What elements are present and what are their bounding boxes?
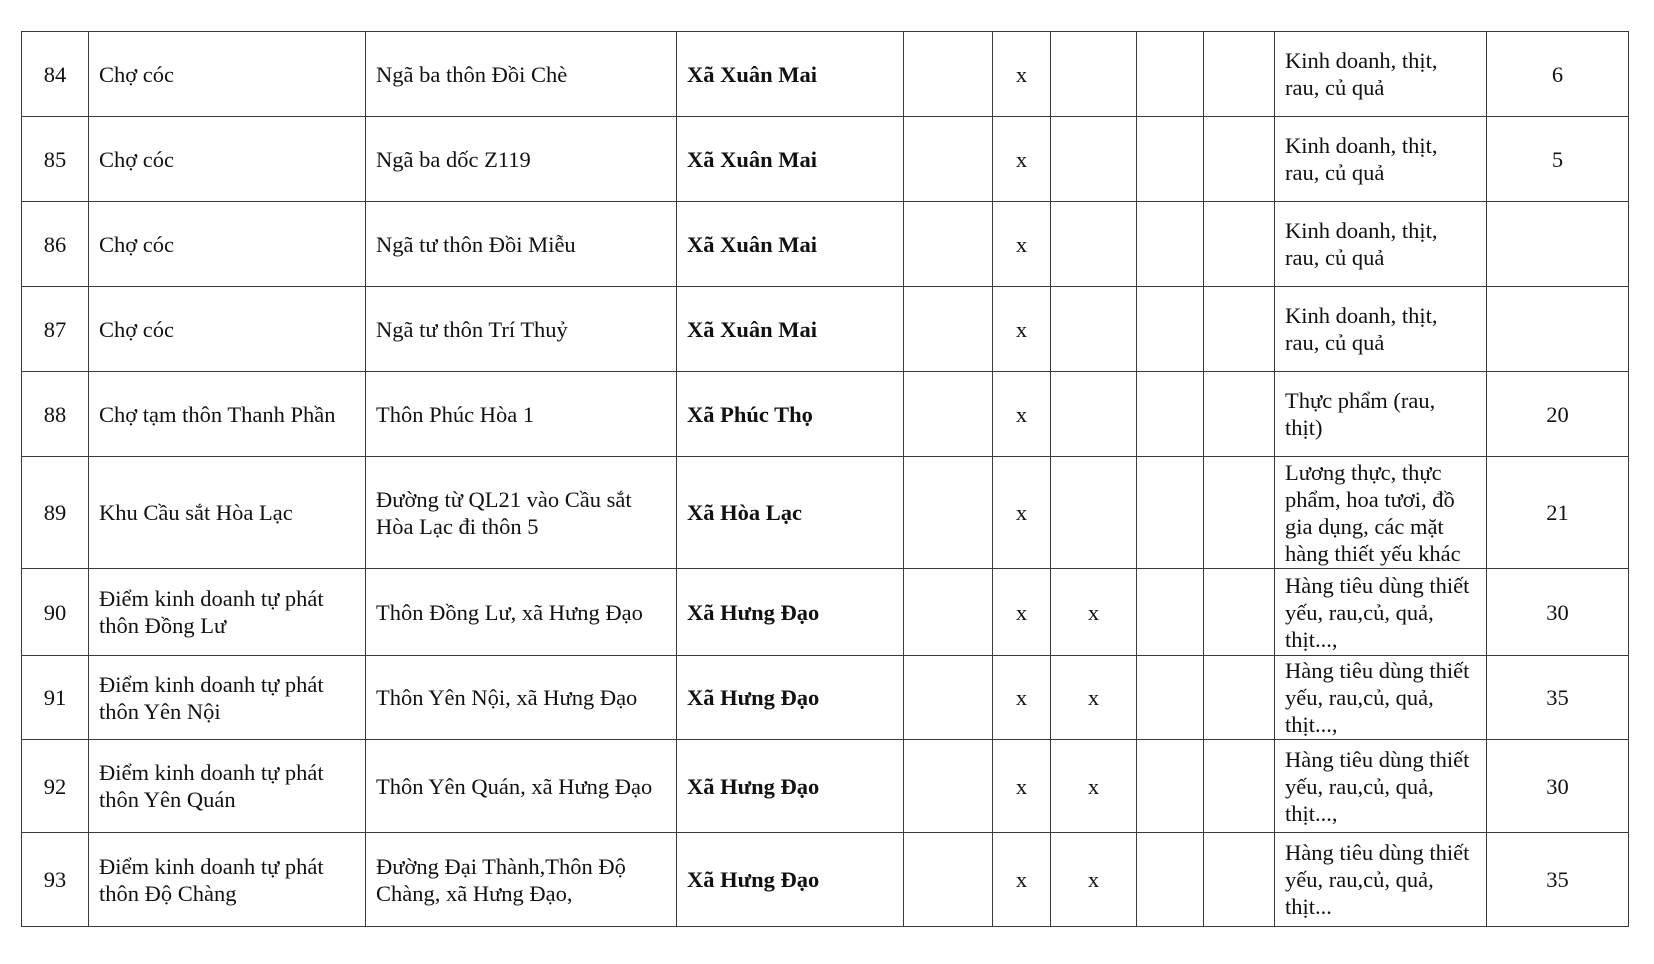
vendor-count [1487,202,1629,287]
mark-col-9 [1204,656,1275,740]
mark-col-7 [1051,32,1137,117]
row-number: 84 [22,32,89,117]
mark-col-9 [1204,32,1275,117]
mark-col-8 [1137,833,1204,927]
goods-description: Hàng tiêu dùng thiết yếu, rau,củ, quả, thịt..., [1275,569,1487,656]
goods-description: Hàng tiêu dùng thiết yếu, rau,củ, quả, thịt... [1275,833,1487,927]
table-row [22,202,1629,287]
mark-col-7: x [1051,833,1137,927]
mark-col-8 [1137,117,1204,202]
vendor-count: 35 [1487,833,1629,927]
commune: Xã Xuân Mai [677,32,904,117]
market-name: Điểm kinh doanh tự phát thôn Độ Chàng [89,833,366,927]
goods-description: Kinh doanh, thịt, rau, củ quả [1275,287,1487,372]
market-name: Chợ cóc [89,287,366,372]
mark-col-7 [1051,457,1137,569]
row-number: 92 [22,740,89,833]
table-row [22,569,1629,656]
mark-col-6: x [993,656,1051,740]
vendor-count: 20 [1487,372,1629,457]
mark-col-6: x [993,833,1051,927]
table-row [22,833,1629,927]
market-name: Chợ cóc [89,117,366,202]
mark-col-9 [1204,202,1275,287]
mark-col-8 [1137,287,1204,372]
mark-col-8 [1137,569,1204,656]
vendor-count: 21 [1487,457,1629,569]
row-number: 93 [22,833,89,927]
commune: Xã Xuân Mai [677,202,904,287]
row-number: 86 [22,202,89,287]
mark-col-8 [1137,740,1204,833]
market-address: Đường Đại Thành,Thôn Độ Chàng, xã Hưng Đạo, [366,833,677,927]
market-address: Thôn Phúc Hòa 1 [366,372,677,457]
goods-description: Hàng tiêu dùng thiết yếu, rau,củ, quả, thịt..., [1275,740,1487,833]
mark-col-5 [904,202,993,287]
market-address: Đường từ QL21 vào Cầu sắt Hòa Lạc đi thôn 5 [366,457,677,569]
table-row [22,740,1629,833]
row-number: 88 [22,372,89,457]
mark-col-6: x [993,740,1051,833]
market-address: Ngã ba dốc Z119 [366,117,677,202]
mark-col-7 [1051,372,1137,457]
market-table [21,31,1629,927]
commune: Xã Hưng Đạo [677,656,904,740]
commune: Xã Xuân Mai [677,287,904,372]
table-row [22,656,1629,740]
mark-col-5 [904,833,993,927]
mark-col-6: x [993,117,1051,202]
table-row [22,287,1629,372]
table-row [22,32,1629,117]
mark-col-6: x [993,32,1051,117]
goods-description: Lương thực, thực phẩm, hoa tươi, đồ gia dụng, các mặt hàng thiết yếu khác [1275,457,1487,569]
market-name: Chợ cóc [89,202,366,287]
mark-col-9 [1204,372,1275,457]
mark-col-7: x [1051,740,1137,833]
mark-col-6: x [993,457,1051,569]
mark-col-5 [904,740,993,833]
market-address: Ngã tư thôn Trí Thuỷ [366,287,677,372]
mark-col-8 [1137,202,1204,287]
vendor-count: 5 [1487,117,1629,202]
commune: Xã Hưng Đạo [677,569,904,656]
vendor-count [1487,287,1629,372]
mark-col-9 [1204,740,1275,833]
row-number: 90 [22,569,89,656]
vendor-count: 35 [1487,656,1629,740]
mark-col-7: x [1051,569,1137,656]
mark-col-8 [1137,656,1204,740]
row-number: 85 [22,117,89,202]
market-address: Thôn Yên Nội, xã Hưng Đạo [366,656,677,740]
mark-col-7: x [1051,656,1137,740]
market-address: Thôn Đồng Lư, xã Hưng Đạo [366,569,677,656]
mark-col-5 [904,569,993,656]
mark-col-6: x [993,287,1051,372]
mark-col-9 [1204,287,1275,372]
commune: Xã Hưng Đạo [677,833,904,927]
mark-col-9 [1204,833,1275,927]
vendor-count: 30 [1487,569,1629,656]
mark-col-5 [904,457,993,569]
mark-col-5 [904,656,993,740]
table-row [22,457,1629,569]
market-address: Thôn Yên Quán, xã Hưng Đạo [366,740,677,833]
mark-col-6: x [993,372,1051,457]
commune: Xã Phúc Thọ [677,372,904,457]
mark-col-6: x [993,569,1051,656]
vendor-count: 30 [1487,740,1629,833]
market-address: Ngã ba thôn Đồi Chè [366,32,677,117]
row-number: 91 [22,656,89,740]
goods-description: Kinh doanh, thịt, rau, củ quả [1275,202,1487,287]
market-name: Chợ cóc [89,32,366,117]
market-name: Chợ tạm thôn Thanh Phần [89,372,366,457]
row-number: 87 [22,287,89,372]
goods-description: Kinh doanh, thịt, rau, củ quả [1275,32,1487,117]
mark-col-7 [1051,287,1137,372]
row-number: 89 [22,457,89,569]
commune: Xã Hòa Lạc [677,457,904,569]
mark-col-7 [1051,117,1137,202]
goods-description: Hàng tiêu dùng thiết yếu, rau,củ, quả, thịt..., [1275,656,1487,740]
mark-col-9 [1204,457,1275,569]
market-address: Ngã tư thôn Đồi Miễu [366,202,677,287]
vendor-count: 6 [1487,32,1629,117]
mark-col-9 [1204,569,1275,656]
market-name: Khu Cầu sắt Hòa Lạc [89,457,366,569]
mark-col-9 [1204,117,1275,202]
mark-col-5 [904,287,993,372]
mark-col-7 [1051,202,1137,287]
commune: Xã Xuân Mai [677,117,904,202]
table-row [22,372,1629,457]
mark-col-5 [904,32,993,117]
market-name: Điểm kinh doanh tự phát thôn Yên Quán [89,740,366,833]
mark-col-8 [1137,32,1204,117]
commune: Xã Hưng Đạo [677,740,904,833]
mark-col-5 [904,372,993,457]
mark-col-8 [1137,457,1204,569]
market-name: Điểm kinh doanh tự phát thôn Yên Nội [89,656,366,740]
goods-description: Thực phẩm (rau, thịt) [1275,372,1487,457]
mark-col-8 [1137,372,1204,457]
table-row [22,117,1629,202]
mark-col-5 [904,117,993,202]
goods-description: Kinh doanh, thịt, rau, củ quả [1275,117,1487,202]
market-name: Điểm kinh doanh tự phát thôn Đồng Lư [89,569,366,656]
mark-col-6: x [993,202,1051,287]
